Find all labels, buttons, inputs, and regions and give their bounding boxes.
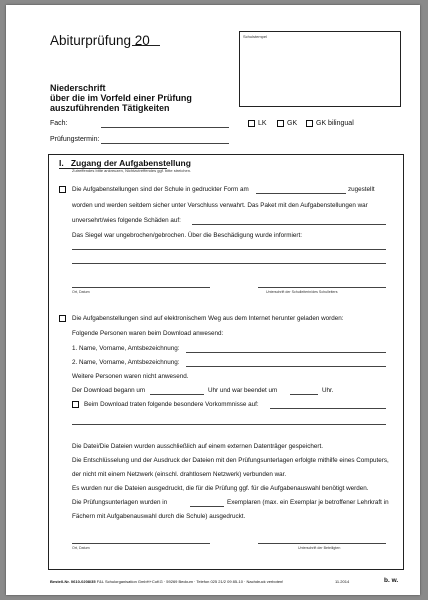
form-sheet xyxy=(6,5,420,595)
footer-date: 11.2014 xyxy=(335,579,350,584)
block2-p5-b: Exemplaren (max. ein Exemplar je betroffener Lehrkraft in xyxy=(227,499,389,506)
gk-label: GK xyxy=(287,120,298,127)
footer-publisher-text: F&L Schulorganisation GmbH+CoKG · 59269 Beckum · Telefon 025 21/2 09 85-10 · Nachdruck verboten! xyxy=(96,579,284,584)
block2-p3: der nicht mit einem Netzwerk (einschl. drahtlosem Netzwerk) verbunden war. xyxy=(72,471,287,478)
stamp-label: Schulstempel xyxy=(243,34,268,39)
block1-line1-b: zugestellt xyxy=(348,186,375,193)
fach-label: Fach: xyxy=(50,120,68,127)
block1-place-date-label: Ort, Datum xyxy=(72,290,90,294)
copies-count-field[interactable] xyxy=(190,506,224,507)
block2-p1: Die Datei/Die Dateien wurden ausschließlich auf einem externen Datenträger gespeichert. xyxy=(72,443,323,450)
damages-field[interactable] xyxy=(192,224,386,225)
download-end-field[interactable] xyxy=(290,394,318,395)
block2-p6: Fächern mit Aufgabenauswahl durch die Schule) ausgedruckt. xyxy=(72,513,246,520)
year-blank-line xyxy=(132,45,160,46)
download-start-field[interactable] xyxy=(150,394,204,395)
electronic-download-checkbox[interactable] xyxy=(59,315,66,322)
form-title: Abiturprüfung 20 xyxy=(50,33,150,48)
footer-order-number: Bestell-Nr. 0610-0208/35 xyxy=(50,579,96,584)
pruefungstermin-field[interactable] xyxy=(101,143,229,144)
block2-signature-line[interactable] xyxy=(258,543,386,544)
footer-turn-over: b. w. xyxy=(384,577,399,584)
section-title xyxy=(59,158,191,168)
footer-publisher xyxy=(50,579,283,584)
heading-line-3: auszuführenden Tätigkeiten xyxy=(50,103,170,113)
heading-line-2: über die im Vorfeld einer Prüfung xyxy=(50,93,192,103)
download-end-label: Uhr und war beendet um xyxy=(208,387,278,394)
block1-place-date-line[interactable] xyxy=(72,287,210,288)
block2-p4: Es wurden nur die Dateien ausgedruckt, die für die Prüfung ggf. für die Aufgabenauswahl benötigt werden. xyxy=(72,485,369,492)
pruefungstermin-label: Prüfungstermin: xyxy=(50,136,100,143)
block1-signature-line[interactable] xyxy=(258,287,386,288)
fach-field[interactable] xyxy=(101,127,229,128)
person-2-field[interactable] xyxy=(186,366,386,367)
person-2-label: 2. Name, Vorname, Amtsbezeichnung: xyxy=(72,359,180,366)
lk-label: LK xyxy=(258,120,267,127)
block1-line2: worden und werden seitdem sicher unter Verschluss verwahrt. Das Paket mit den Aufgabenstellungen war xyxy=(72,202,368,209)
gk-bilingual-checkbox[interactable] xyxy=(306,120,313,127)
form-heading xyxy=(50,83,192,113)
person-1-field[interactable] xyxy=(186,352,386,353)
block2-signature-label: Unterschrift der Beteiligten xyxy=(298,546,341,550)
printed-form-checkbox[interactable] xyxy=(59,186,66,193)
download-start-label: Der Download begann um xyxy=(72,387,146,394)
block1-signature-label: Unterschrift der Schulleiterin/des Schulleiters xyxy=(266,290,338,294)
block2-p2: Die Entschlüsselung und der Ausdruck der Dateien mit den Prüfungsunterlagen erfolgte mithilfe eines Computers, xyxy=(72,457,389,464)
incident-checkbox[interactable] xyxy=(72,401,79,408)
block2-line5: Weitere Personen waren nicht anwesend. xyxy=(72,373,189,380)
incident-label: Beim Download traten folgende besondere Vorkommnisse auf: xyxy=(84,401,259,408)
gk-bilingual-label: GK bilingual xyxy=(316,120,354,127)
information-field-1[interactable] xyxy=(72,249,386,250)
lk-checkbox[interactable] xyxy=(248,120,255,127)
section-title-text: Zugang der Aufgabenstellung xyxy=(70,158,191,168)
block2-line1: Die Aufgabenstellungen sind auf elektronischem Weg aus dem Internet herunter geladen worden: xyxy=(72,315,344,322)
incident-field-2[interactable] xyxy=(72,424,386,425)
block2-p5-a: Die Prüfungsunterlagen wurden in xyxy=(72,499,168,506)
gk-checkbox[interactable] xyxy=(277,120,284,127)
school-stamp-box xyxy=(239,31,401,107)
block2-line2: Folgende Personen waren beim Download anwesend: xyxy=(72,330,224,337)
block1-line3: unversehrt/wies folgende Schäden auf: xyxy=(72,217,181,224)
block2-place-date-line[interactable] xyxy=(72,543,210,544)
download-uhr-label: Uhr. xyxy=(322,387,334,394)
heading-line-1: Niederschrift xyxy=(50,83,106,93)
block1-line1-a: Die Aufgabenstellungen sind der Schule in gedruckter Form am xyxy=(72,186,249,193)
incident-field-1[interactable] xyxy=(270,408,386,409)
section-subtitle: Zutreffendes bitte ankreuzen, Nichtzutreffendes ggf. bitte streichen. xyxy=(72,168,192,173)
information-field-2[interactable] xyxy=(72,263,386,264)
block2-place-date-label: Ort, Datum xyxy=(72,546,90,550)
delivery-date-field[interactable] xyxy=(256,193,346,194)
block1-line4: Das Siegel war ungebrochen/gebrochen. Über die Beschädigung wurde informiert: xyxy=(72,232,302,239)
section-roman-numeral: I. xyxy=(59,158,64,168)
person-1-label: 1. Name, Vorname, Amtsbezeichnung: xyxy=(72,345,180,352)
